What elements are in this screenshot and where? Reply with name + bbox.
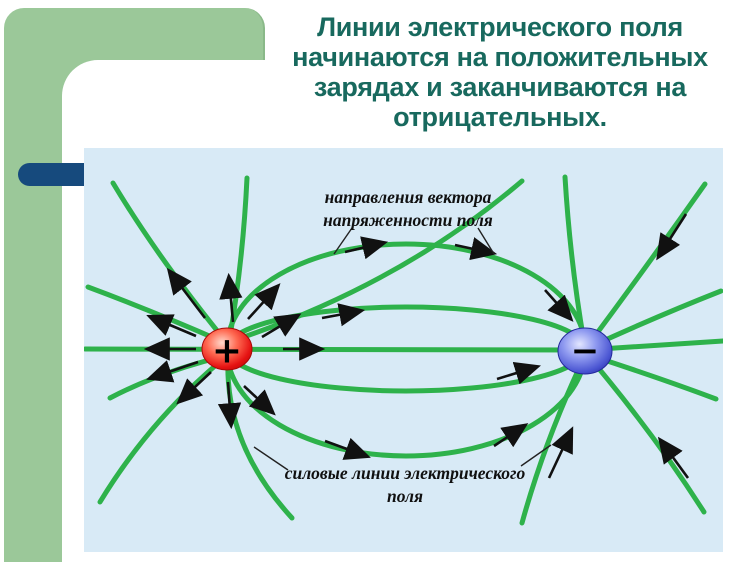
minus-sign: − bbox=[570, 331, 600, 371]
label-force-lines-line2: поля bbox=[386, 486, 424, 506]
negative-charge bbox=[558, 328, 612, 374]
bullet-pill bbox=[18, 163, 84, 186]
title-line-4: отрицательных. bbox=[393, 102, 607, 132]
plus-sign: + bbox=[211, 330, 243, 372]
label-vector-direction-line2: напряженности поля bbox=[323, 210, 493, 230]
field-line-down-left-steep bbox=[100, 360, 222, 502]
label-vector-direction-line1: направления вектора bbox=[324, 187, 492, 207]
electric-field-diagram bbox=[84, 148, 723, 552]
label-force-lines-line1: силовые линии электрического bbox=[284, 463, 526, 483]
field-line-top-ellipse bbox=[227, 244, 585, 348]
title-line-2: начинаются на положительных bbox=[292, 42, 708, 72]
field-arrow bbox=[170, 272, 205, 318]
slide-title bbox=[262, 12, 738, 132]
field-line-neg-right-up bbox=[592, 291, 721, 346]
leader-line bbox=[254, 447, 288, 470]
field-line-neg-down bbox=[522, 360, 583, 523]
field-line-neg-right-down bbox=[592, 356, 716, 399]
field-line-neg-down-right-steep bbox=[590, 358, 704, 512]
field-line-lower-shallow bbox=[227, 349, 585, 391]
field-line-bottom-ellipse bbox=[227, 350, 585, 456]
leader-line bbox=[521, 445, 551, 466]
field-line-upper-shallow bbox=[227, 307, 585, 349]
field-arrow bbox=[494, 426, 524, 446]
field-arrow bbox=[661, 441, 688, 478]
field-arrow bbox=[180, 372, 211, 401]
field-diagram-svg bbox=[84, 148, 723, 552]
field-arrow bbox=[151, 362, 198, 378]
title-line-1: Линии электрического поля bbox=[317, 12, 683, 42]
title-line-3: зарядах и заканчиваются на bbox=[313, 72, 687, 102]
field-arrow bbox=[659, 214, 686, 256]
